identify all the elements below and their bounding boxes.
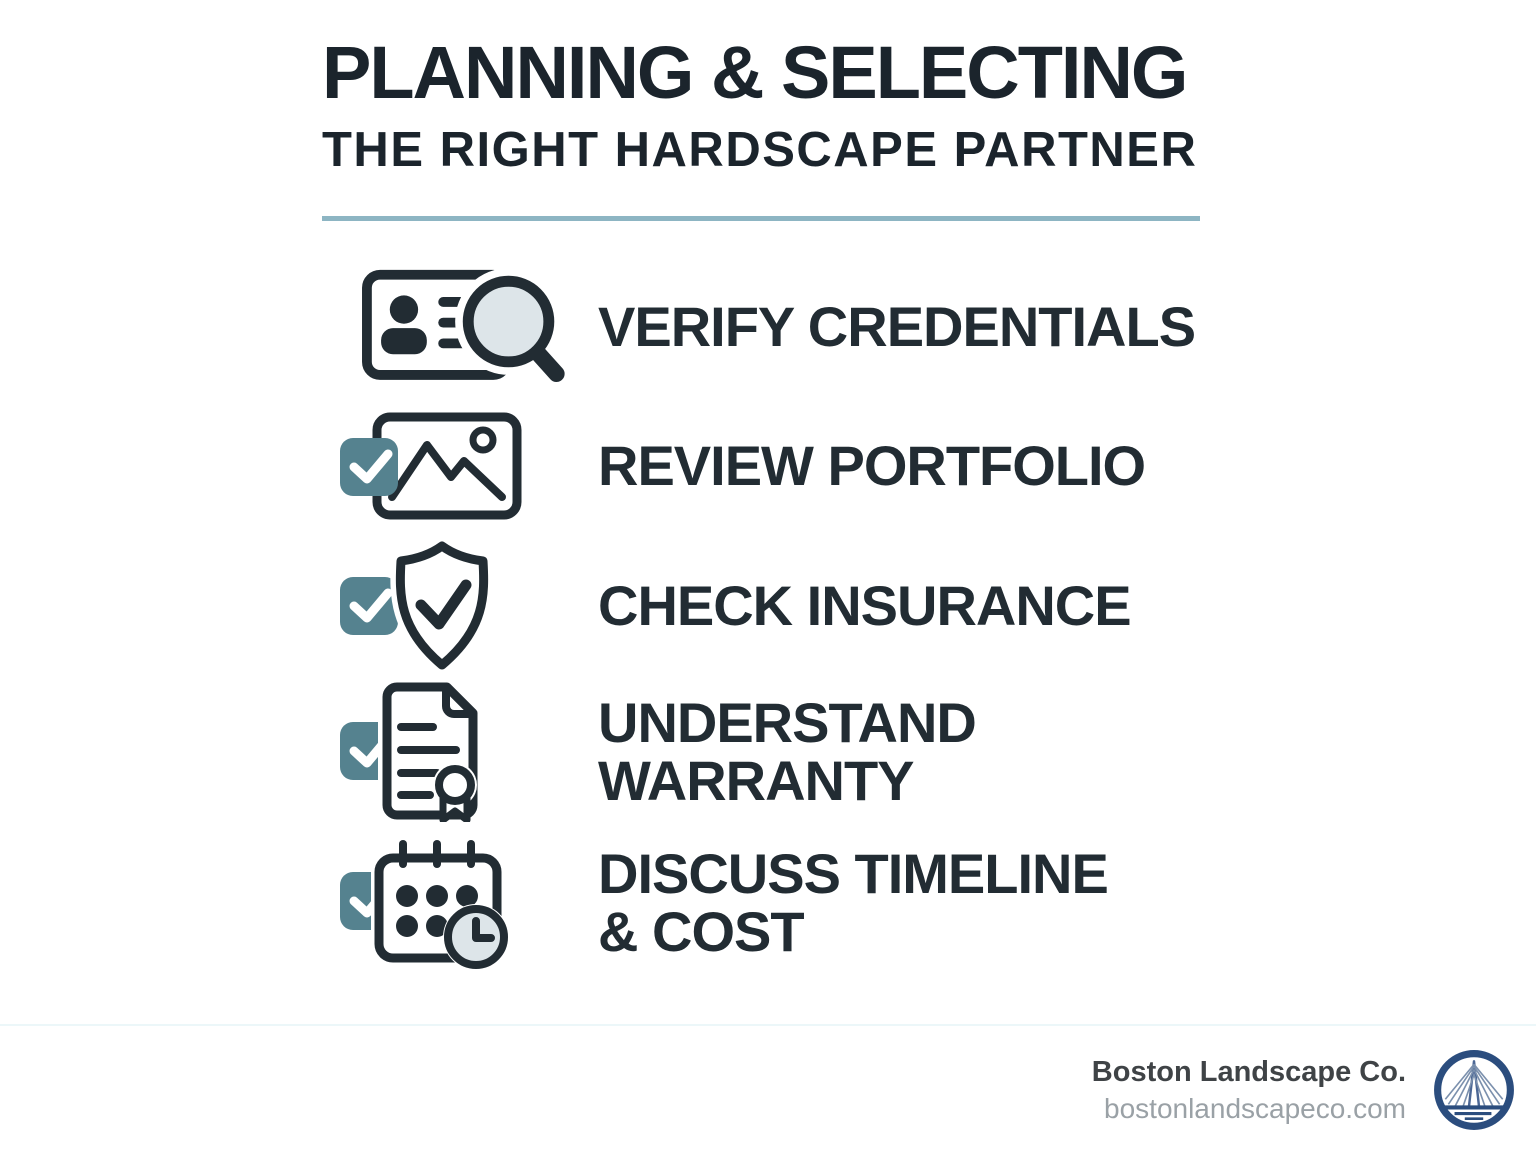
checklist-item-verify-credentials <box>330 262 1195 392</box>
title-block <box>322 31 1198 177</box>
checkbox-checked-icon <box>340 438 398 496</box>
label-line: REVIEW PORTFOLIO <box>598 433 1146 497</box>
page-title: PLANNING & SELECTING <box>322 31 1187 114</box>
label-line: DISCUSS TIMELINE <box>598 841 1108 905</box>
icon-box <box>330 266 598 388</box>
checklist-item-discuss-timeline-cost <box>330 832 1108 974</box>
checklist-item-check-insurance <box>330 540 1131 672</box>
icon-box <box>330 834 598 972</box>
icon-box <box>330 541 598 671</box>
label-line: & COST <box>598 900 804 963</box>
label-line: CHECK INSURANCE <box>598 573 1131 637</box>
label-line: WARRANTY <box>598 749 914 812</box>
checklist-label <box>598 294 1196 358</box>
warranty-certificate-icon <box>337 682 509 822</box>
brand-name: Boston Landscape Co. <box>1091 1056 1406 1089</box>
checklist-item-review-portfolio <box>330 406 1145 526</box>
checklist-label <box>598 841 1108 963</box>
zakim-bridge-logo <box>1432 1048 1516 1132</box>
shield-check-icon <box>337 541 509 671</box>
footer-text-block <box>1092 1054 1406 1125</box>
label-line: UNDERSTAND <box>598 690 976 754</box>
checklist-label <box>598 690 976 812</box>
checkbox-checked-icon <box>340 577 398 635</box>
footer <box>0 1024 1536 1154</box>
calendar-clock-icon <box>337 834 522 972</box>
checklist-label <box>598 573 1131 637</box>
icon-box <box>330 682 598 822</box>
label-line: VERIFY CREDENTIALS <box>598 294 1196 358</box>
title-divider <box>322 216 1200 221</box>
icon-box <box>330 411 598 521</box>
checklist-item-understand-warranty <box>330 682 976 822</box>
portfolio-image-icon <box>337 411 522 521</box>
page-subtitle: THE RIGHT HARDSCAPE PARTNER <box>322 123 1198 177</box>
website-url: bostonlandscapeco.com <box>1104 1092 1406 1124</box>
checklist-label <box>598 433 1146 497</box>
id-card-magnifier-icon <box>358 266 573 388</box>
